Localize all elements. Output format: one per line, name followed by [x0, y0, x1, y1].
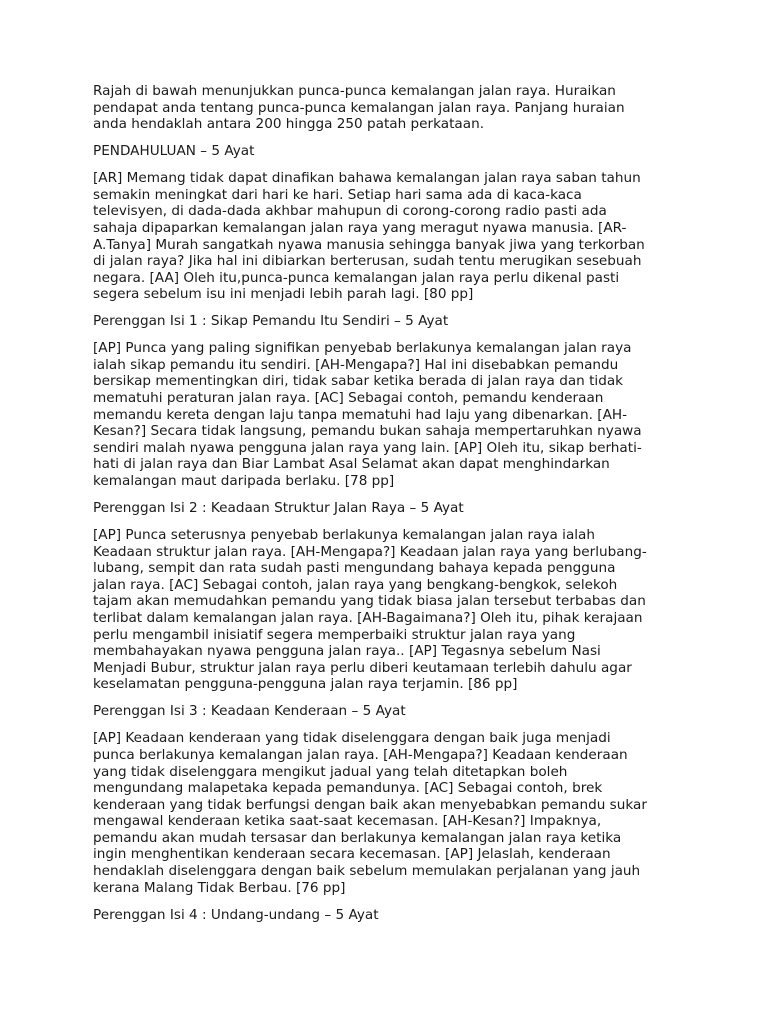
- section-heading-isi-1: Perenggan Isi 1 : Sikap Pemandu Itu Sendiri – 5 Ayat: [93, 313, 449, 330]
- section-heading-isi-4: Perenggan Isi 4 : Undang-undang – 5 Ayat: [93, 906, 379, 923]
- section-body-pendahuluan: [AR] Memang tidak dapat dinafikan bahawa kemalangan jalan raya saban tahun semakin meningkat dari hari ke hari. Setiap hari sama ada di kaca-kaca televisyen, di dada-dada akhbar mahupun di corong-corong radio pasti ada sahaja dipaparkan kemalangan jalan raya yang meragut nyawa manusia. [AR- A.Tanya] Murah sangatkah nyawa manusia sehingga banyak jiwa yang terkorban di jalan raya? Jika hal ini dibiarkan berterusan, sudah tentu merugikan sesebuah negara. [AA] Oleh itu,punca-punca kemalangan jalan raya perlu dikenal pasti segera sebelum isu ini menjadi lebih parah lagi. [80 pp]: [93, 170, 645, 303]
- section-heading-pendahuluan: PENDAHULUAN – 5 Ayat: [93, 143, 255, 160]
- section-body-isi-2: [AP] Punca seterusnya penyebab berlakunya kemalangan jalan raya ialah Keadaan struktur jalan raya. [AH-Mengapa?] Keadaan jalan raya yang berlubang- lubang, sempit dan rata sudah pasti mengundang bahaya kepada pengguna jalan raya. [AC] Sebagai contoh, jalan raya yang bengkang-bengkok, selekoh tajam akan memudahkan pemandu yang tidak biasa jalan tersebut terbabas dan terlibat dalam kemalangan jalan raya. [AH-Bagaimana?] Oleh itu, pihak kerajaan perlu mengambil inisiatif segera memperbaiki struktur jalan raya yang membahayakan nyawa pengguna jalan raya.. [AP] Tegasnya sebelum Nasi Menjadi Bubur, struktur jalan raya perlu diberi keutamaan terlebih dahulu agar keselamatan pengguna-pengguna jalan raya terjamin. [86 pp]: [93, 527, 647, 693]
- question-intro: Rajah di bawah menunjukkan punca-punca kemalangan jalan raya. Huraikan pendapat anda tentang punca-punca kemalangan jalan raya. Panjang huraian anda hendaklah antara 200 hingga 250 patah perkataan.: [93, 83, 625, 133]
- section-heading-isi-3: Perenggan Isi 3 : Keadaan Kenderaan – 5 Ayat: [93, 703, 406, 720]
- section-heading-isi-2: Perenggan Isi 2 : Keadaan Struktur Jalan Raya – 5 Ayat: [93, 500, 464, 517]
- section-body-isi-3: [AP] Keadaan kenderaan yang tidak diselenggara dengan baik juga menjadi punca berlakunya kemalangan jalan raya. [AH-Mengapa?] Keadaan kenderaan yang tidak diselenggara mengikut jadual yang telah ditetapkan boleh mengundang malapetaka kepada pemandunya. [AC] Sebagai contoh, brek kenderaan yang tidak berfungsi dengan baik akan menyebabkan pemandu sukar mengawal kenderaan ketika saat-saat kecemasan. [AH-Kesan?] Impaknya, pemandu akan mudah tersasar dan berlakunya kemalangan jalan raya ketika ingin menghentikan kenderaan secara kecemasan. [AP] Jelaslah, kenderaan hendaklah diselenggara dengan baik sebelum memulakan perjalanan yang jauh kerana Malang Tidak Berbau. [76 pp]: [93, 730, 647, 896]
- document-page: [93, 83, 678, 934]
- section-body-isi-1: [AP] Punca yang paling signifikan penyebab berlakunya kemalangan jalan raya ialah sikap pemandu itu sendiri. [AH-Mengapa?] Hal ini disebabkan pemandu bersikap mementingkan diri, tidak sabar ketika berada di jalan raya dan tidak mematuhi peraturan jalan raya. [AC] Sebagai contoh, pemandu kenderaan memandu kereta dengan laju tanpa mematuhi had laju yang dibenarkan. [AH- Kesan?] Secara tidak langsung, pemandu bukan sahaja mempertaruhkan nyawa sendiri malah nyawa pengguna jalan raya yang lain. [AP] Oleh itu, sikap berhati- hati di jalan raya dan Biar Lambat Asal Selamat akan dapat menghindarkan kemalangan maut daripada berlaku. [78 pp]: [93, 340, 642, 490]
